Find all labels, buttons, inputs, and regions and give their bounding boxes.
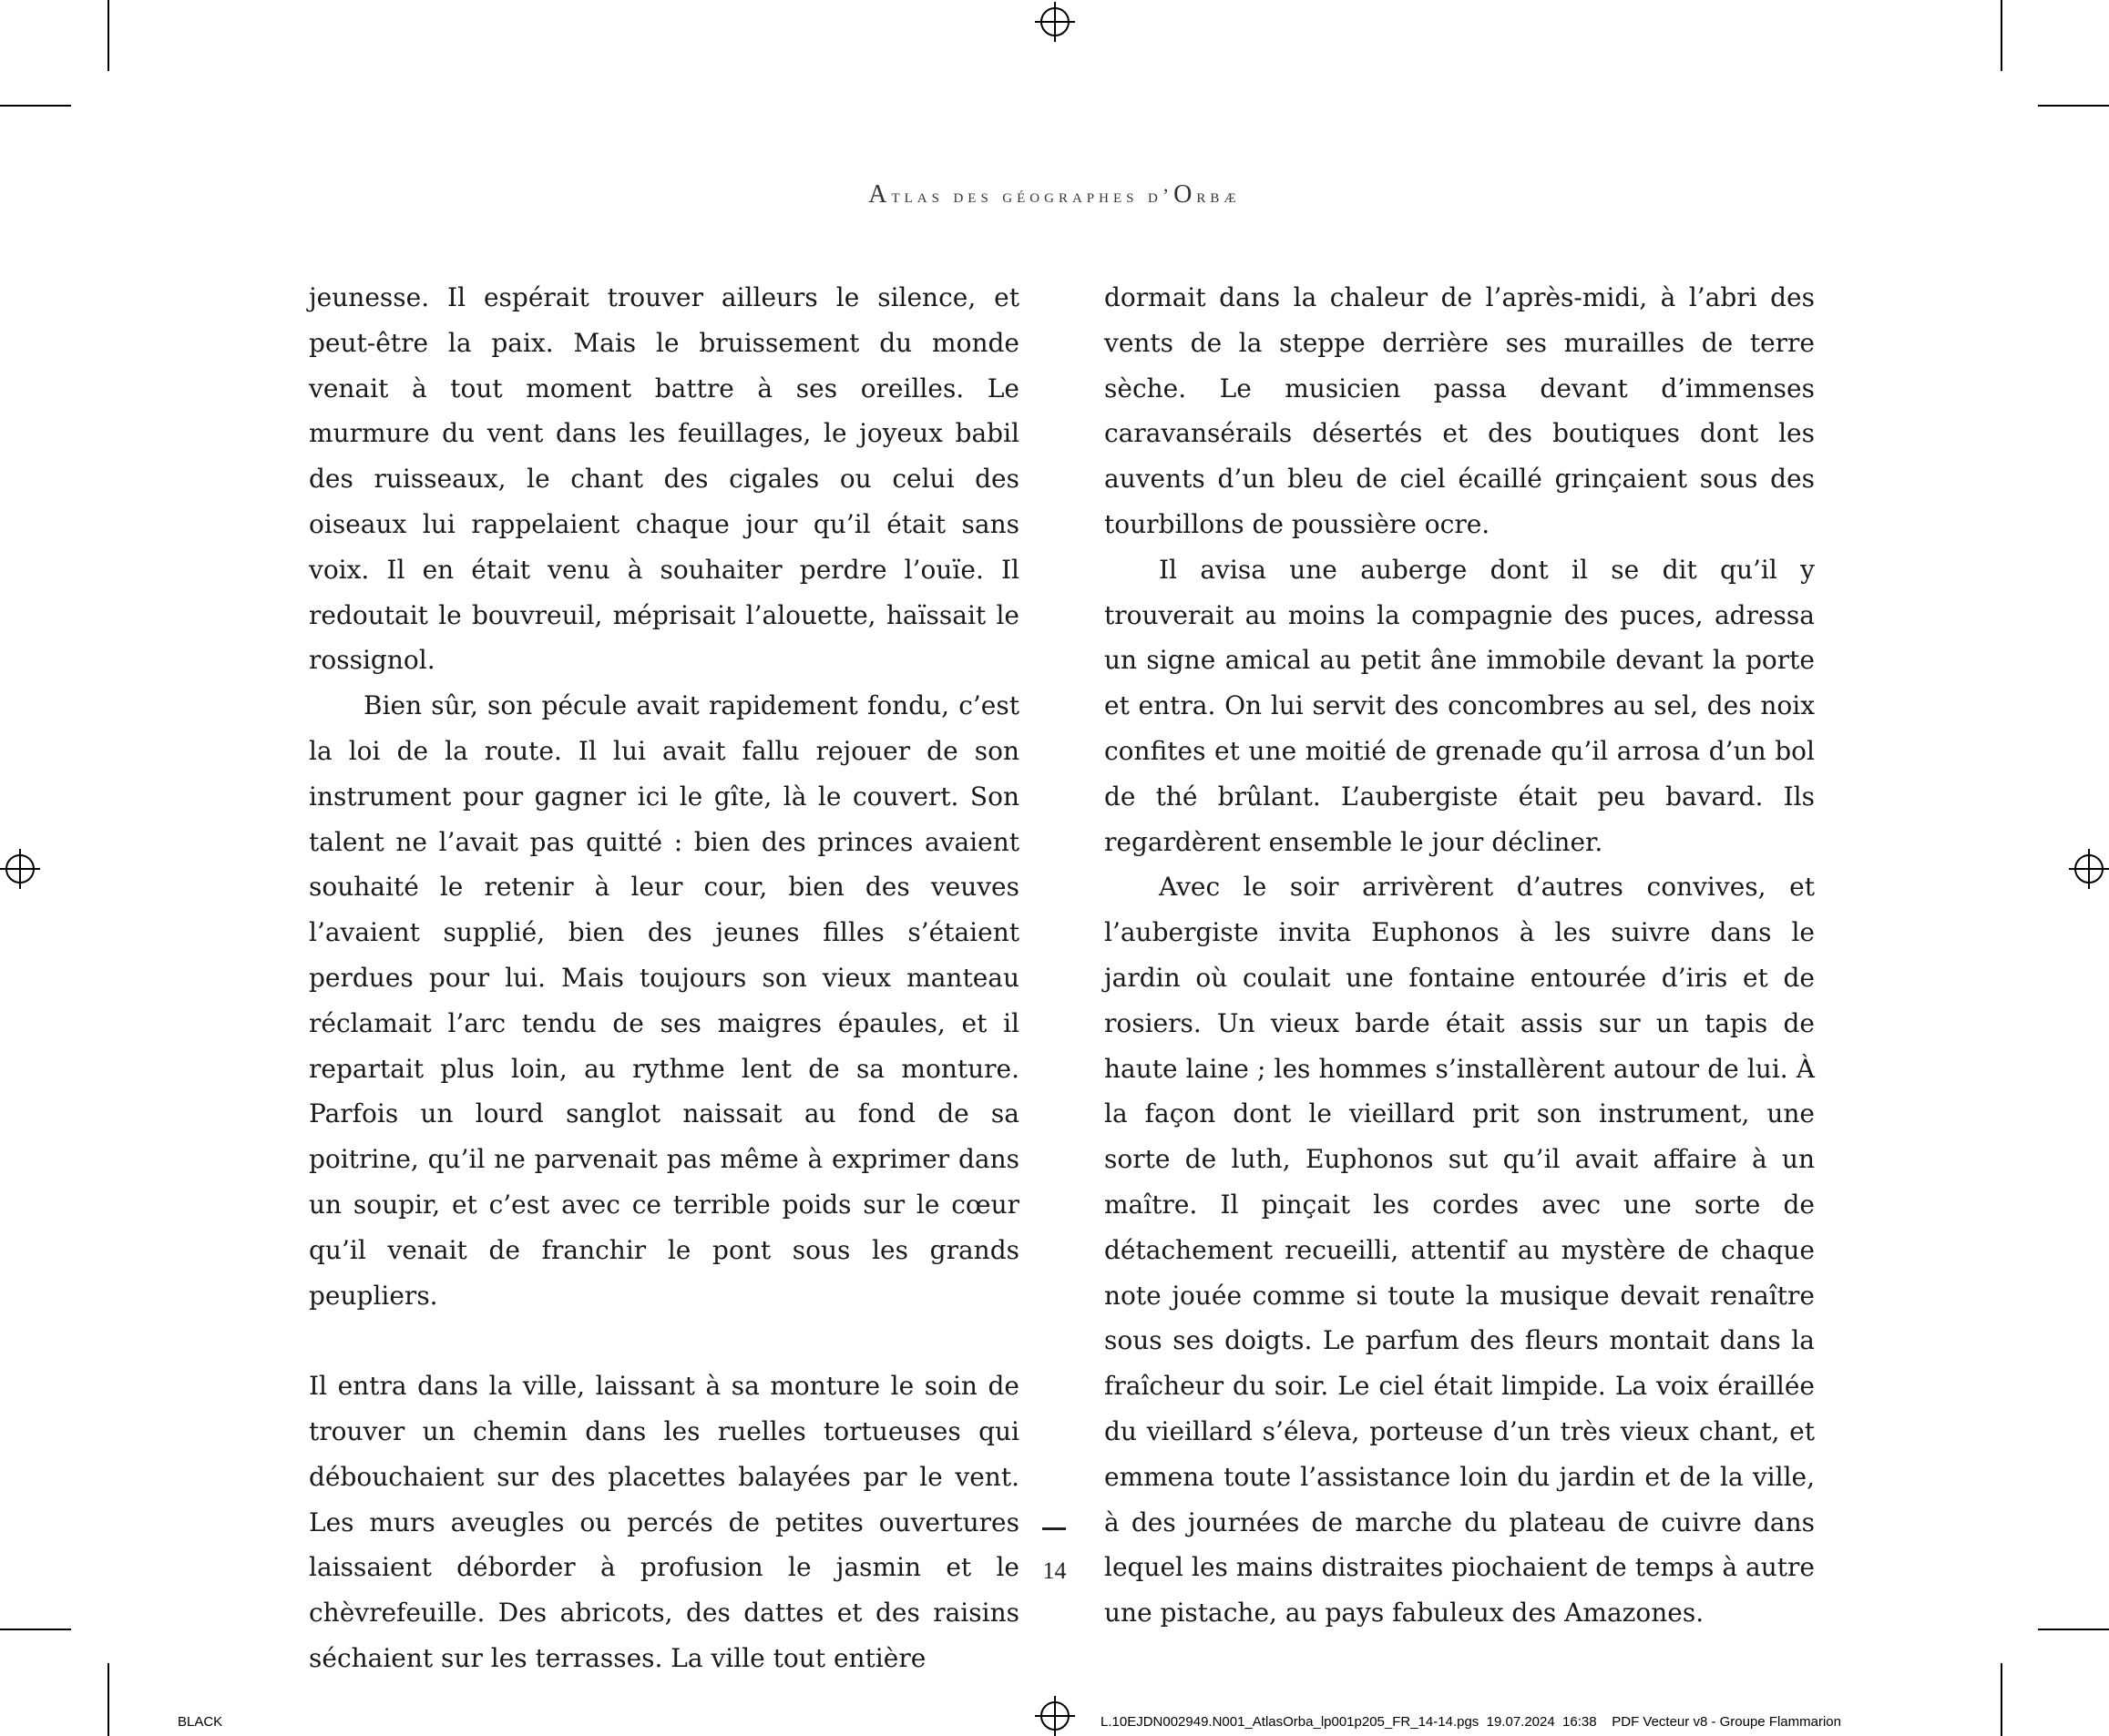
registration-mark-right-icon — [2069, 849, 2109, 889]
registration-mark-bottom-icon — [1035, 1696, 1075, 1736]
paragraph: jeunesse. Il espérait trouver ailleurs le silence, et peut-être la paix. Mais le bruissement du monde venait à tout moment battre à ses oreilles. Le murmure du vent dans les feuillages, le joyeux babil des ruisseaux, le chant des cigales ou celui des oiseaux lui rappelaient chaque jour qu’il était sans voix. Il en était venu à souhaiter perdre l’ouïe. Il redoutait le bouvreuil, méprisait l’alouette, haïssait le rossignol. — [309, 282, 1019, 676]
running-head-text-2: rbæ — [1196, 184, 1241, 207]
registration-mark-left-icon — [0, 849, 40, 889]
running-head — [0, 180, 2109, 209]
crop-mark-bottom-right-vertical — [2001, 1663, 2002, 1736]
page-number: 14 — [1042, 1557, 1067, 1584]
color-plate-label: BLACK — [178, 1714, 223, 1730]
paragraph: Avec le soir arrivèrent d’autres convives, et l’aubergiste invita Euphonos à les suivre dans le jardin où coulait une fontaine entourée d’iris et de rosiers. Un vieux barde était assis sur un tapis de haute laine ; les hommes s’installèrent autour de lui. À la façon dont le vieillard prit son instrument, une sorte de luth, Euphonos sut qu’il avait affaire à un maître. Il pinçait les cordes avec une sorte de détachement recueilli, attentif au mystère de chaque note jouée comme si toute la musique devait renaître sous ses doigts. Le parfum des fleurs montait dans la fraîcheur du soir. Le ciel était limpide. La voix éraillée du vieillard s’éleva, porteuse d’un très vieux chant, et emmena toute l’assistance loin du jardin et de la ville, à des journées de marche du plateau de cuivre dans lequel les mains distraites piochaient de temps à autre une pistache, au pays fabuleux des Amazones. — [1104, 872, 1815, 1629]
paragraph: Bien sûr, son pécule avait rapidement fondu, c’est la loi de la route. Il lui avait fallu rejouer de son instrument pour gagner ici le gîte, là le couvert. Son talent ne l’avait pas quitté : bien des princes avaient souhaité le retenir à leur cour, bien des veuves l’avaient supplié, bien des jeunes filles s’étaient perdues pour lui. Mais toujours son vieux manteau réclamait l’arc tendu de ses maigres épaules, et il repartait plus loin, au rythme lent de sa monture. Parfois un lourd sanglot naissait au fond de sa poitrine, qu’il ne parvenait pas même à exprimer dans un soupir, et c’est avec ce terrible poids sur le cœur qu’il venait de franchir le pont sous les grands peupliers. — [309, 690, 1019, 1311]
crop-mark-top-left-vertical — [107, 0, 109, 71]
crop-mark-bottom-left-horizontal — [0, 1629, 71, 1630]
crop-mark-bottom-left-vertical — [107, 1663, 109, 1736]
running-head-text: tlas des géographes d’ — [891, 184, 1174, 207]
folio-dash — [1042, 1527, 1066, 1530]
running-head-initial: A — [868, 180, 892, 209]
running-head-initial-2: O — [1173, 180, 1197, 209]
crop-mark-top-right-vertical — [2001, 0, 2002, 71]
right-text-column — [1104, 275, 1815, 1636]
crop-mark-bottom-right-horizontal — [2038, 1629, 2109, 1630]
crop-mark-top-right-horizontal — [2038, 105, 2109, 107]
registration-mark-top-icon — [1035, 2, 1075, 42]
paragraph-section-start: Il entra dans la ville, laissant à sa monture le soin de trouver un chemin dans les ruelles tortueuses qui débouchaient sur des placettes balayées par le vent. Les murs aveugles ou percés de petites ouvertures laissaient déborder à profusion le jasmin et le chèvrefeuille. Des abricots, des dattes et des raisins séchaient sur les terrasses. La ville tout entière — [309, 1371, 1019, 1673]
crop-mark-top-left-horizontal — [0, 105, 71, 107]
print-slug: L.10EJDN002949.N001_AtlasOrba_lp001p205_FR_14-14.pgs 19.07.2024 16:38 PDF Vecteur v8 - Groupe Flammarion — [1101, 1714, 1841, 1730]
paragraph: Il avisa une auberge dont il se dit qu’il y trouverait au moins la compagnie des puces, adressa un signe amical au petit âne immobile devant la porte et entra. On lui servit des concombres au sel, des noix confites et une moitié de grenade qu’il arrosa d’un bol de thé brûlant. L’aubergiste était peu bavard. Ils regardèrent ensemble le jour décliner. — [1104, 554, 1815, 857]
paragraph: dormait dans la chaleur de l’après-midi, à l’abri des vents de la steppe derrière ses murailles de terre sèche. Le musicien passa devant d’immenses caravansérails désertés et des boutiques dont les auvents d’un bleu de ciel écaillé grinçaient sous des tourbillons de poussière ocre. — [1104, 282, 1815, 539]
left-text-column — [309, 275, 1019, 1681]
